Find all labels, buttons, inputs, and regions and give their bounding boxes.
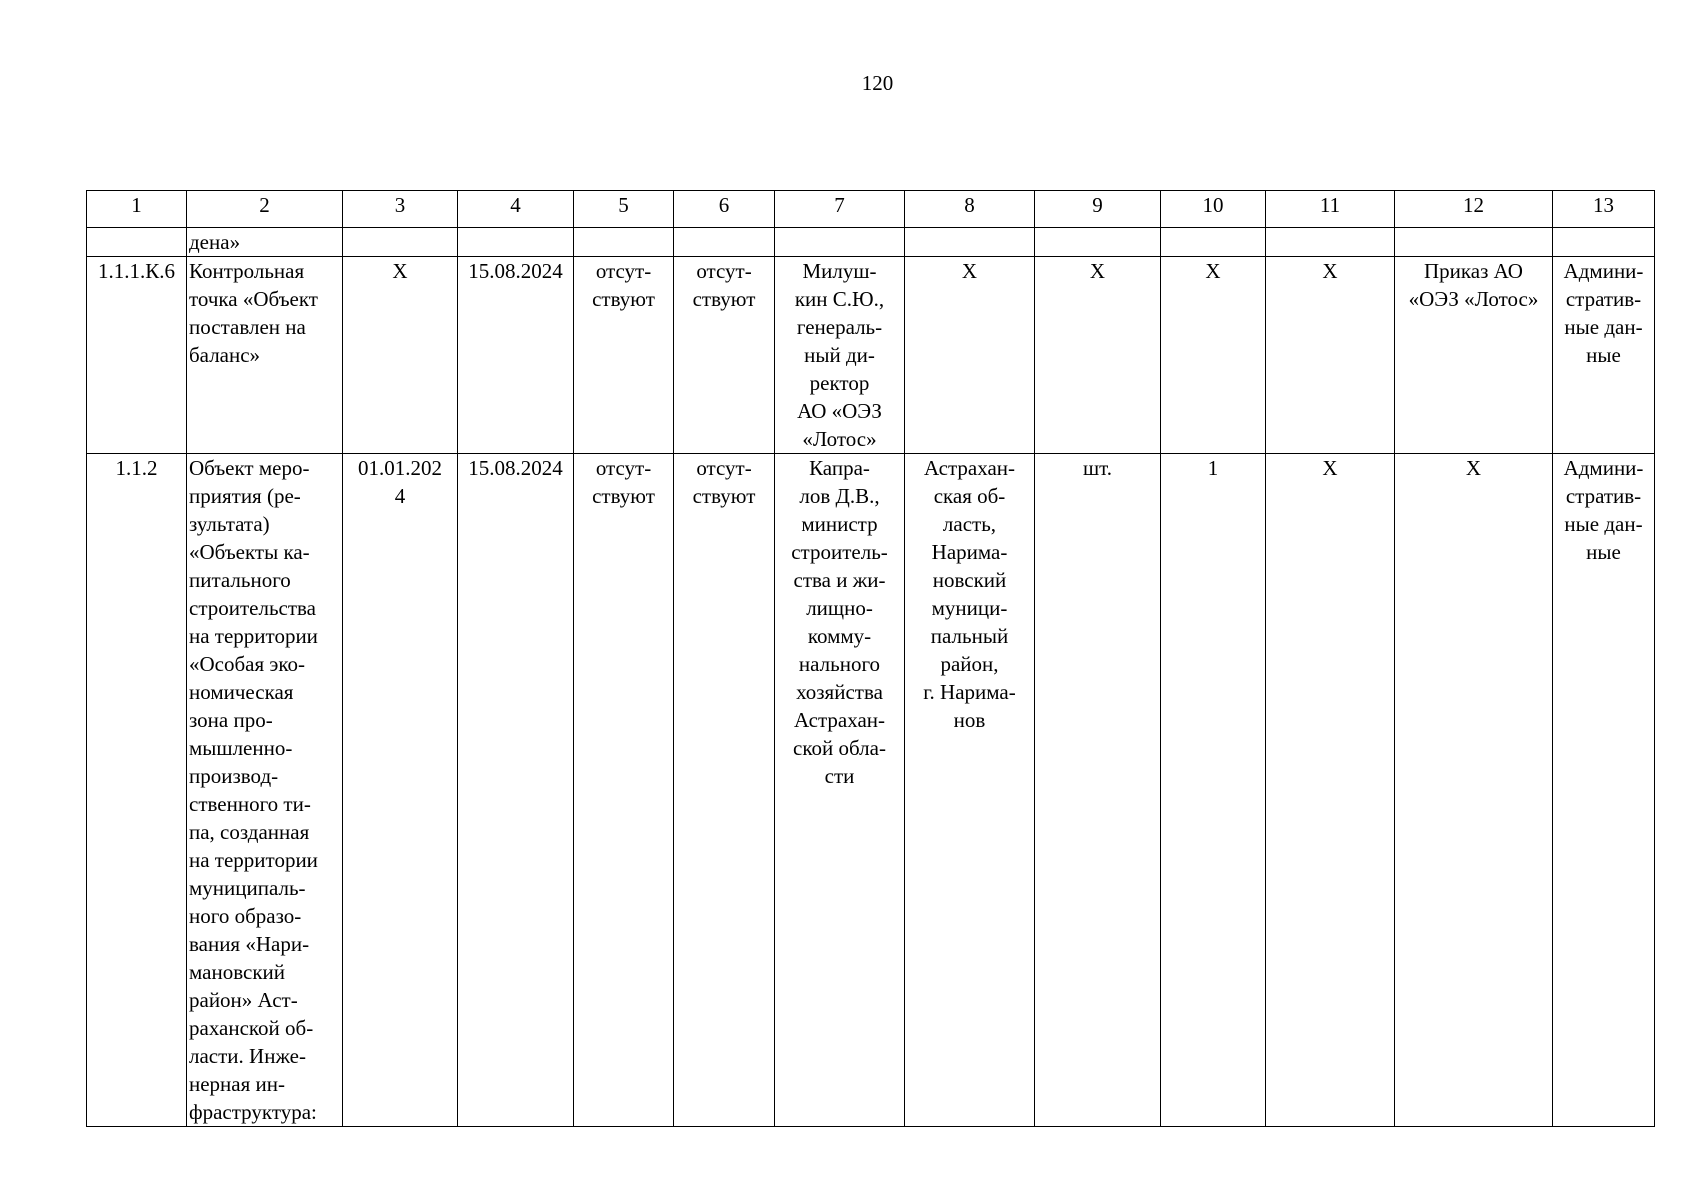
- table-cell: [905, 228, 1035, 257]
- location-cell: Астрахан- ская об- ласть, Нарима- новский муници- пальный район, г. Нарима- нов: [905, 454, 1035, 1127]
- table-cell: [674, 228, 775, 257]
- column-number: 3: [343, 191, 458, 228]
- column-number: 6: [674, 191, 775, 228]
- document-cell: Приказ АО «ОЭЗ «Лотос»: [1395, 257, 1553, 454]
- column-number: 12: [1395, 191, 1553, 228]
- source-cell: Админи- стратив- ные дан- ные: [1553, 257, 1655, 454]
- responsible-cell: Милуш- кин С.Ю., генераль- ный ди- ректор АО «ОЭЗ «Лотос»: [775, 257, 905, 454]
- table-cell: [574, 228, 674, 257]
- table-cell: дена»: [187, 228, 343, 257]
- table-cell: [87, 228, 187, 257]
- table-cell: X: [1266, 257, 1395, 454]
- table-row: [87, 454, 1655, 1127]
- table-cell: [343, 228, 458, 257]
- value-cell: 1: [1161, 454, 1266, 1127]
- table-cell: X: [1035, 257, 1161, 454]
- row-title: Контрольная точка «Объект поставлен на баланс»: [187, 257, 343, 454]
- table-cell: 01.01.202 4: [343, 454, 458, 1127]
- column-number: 4: [458, 191, 574, 228]
- table-cell: 15.08.2024: [458, 454, 574, 1127]
- table-cell: X: [1161, 257, 1266, 454]
- column-number: 1: [87, 191, 187, 228]
- column-number: 8: [905, 191, 1035, 228]
- page-number: 120: [861, 71, 894, 95]
- document-cell: X: [1395, 454, 1553, 1127]
- row-code: 1.1.1.К.6: [87, 257, 187, 454]
- column-number: 7: [775, 191, 905, 228]
- column-number: 2: [187, 191, 343, 228]
- responsible-cell: Капра- лов Д.В., министр строитель- ства и жи- лищно- комму- нального хозяйства Астрахан- ской обла- сти: [775, 454, 905, 1127]
- table-cell: отсут- ствуют: [574, 454, 674, 1127]
- source-cell: Админи- стратив- ные дан- ные: [1553, 454, 1655, 1127]
- table-row: [87, 228, 1655, 257]
- table-cell: X: [905, 257, 1035, 454]
- unit-cell: шт.: [1035, 454, 1161, 1127]
- table-cell: [458, 228, 574, 257]
- column-number: 13: [1553, 191, 1655, 228]
- row-code: 1.1.2: [87, 454, 187, 1127]
- column-numbers-row: [87, 191, 1655, 228]
- table-cell: отсут- ствуют: [674, 454, 775, 1127]
- column-number: 11: [1266, 191, 1395, 228]
- column-number: 9: [1035, 191, 1161, 228]
- plan-table: [86, 190, 1655, 1127]
- column-number: 5: [574, 191, 674, 228]
- column-number: 10: [1161, 191, 1266, 228]
- table-cell: X: [1266, 454, 1395, 1127]
- table-cell: [1035, 228, 1161, 257]
- table-cell: [1161, 228, 1266, 257]
- table-cell: отсут- ствуют: [574, 257, 674, 454]
- table-cell: X: [343, 257, 458, 454]
- table-cell: [1553, 228, 1655, 257]
- table-cell: отсут- ствуют: [674, 257, 775, 454]
- row-title: Объект меро- приятия (ре- зультата) «Объекты ка- питального строительства на территории «Особая эко- номическая зона про- мышленно- производ- ственного ти- па, созданная на территории муниципаль- ного образо- вания «Нари- мановский район» Аст- раханской об- ласти. Инже- нерная ин- фраструктура:: [187, 454, 343, 1127]
- table-cell: [1395, 228, 1553, 257]
- table-row: [87, 257, 1655, 454]
- table-cell: 15.08.2024: [458, 257, 574, 454]
- table-cell: [775, 228, 905, 257]
- table-cell: [1266, 228, 1395, 257]
